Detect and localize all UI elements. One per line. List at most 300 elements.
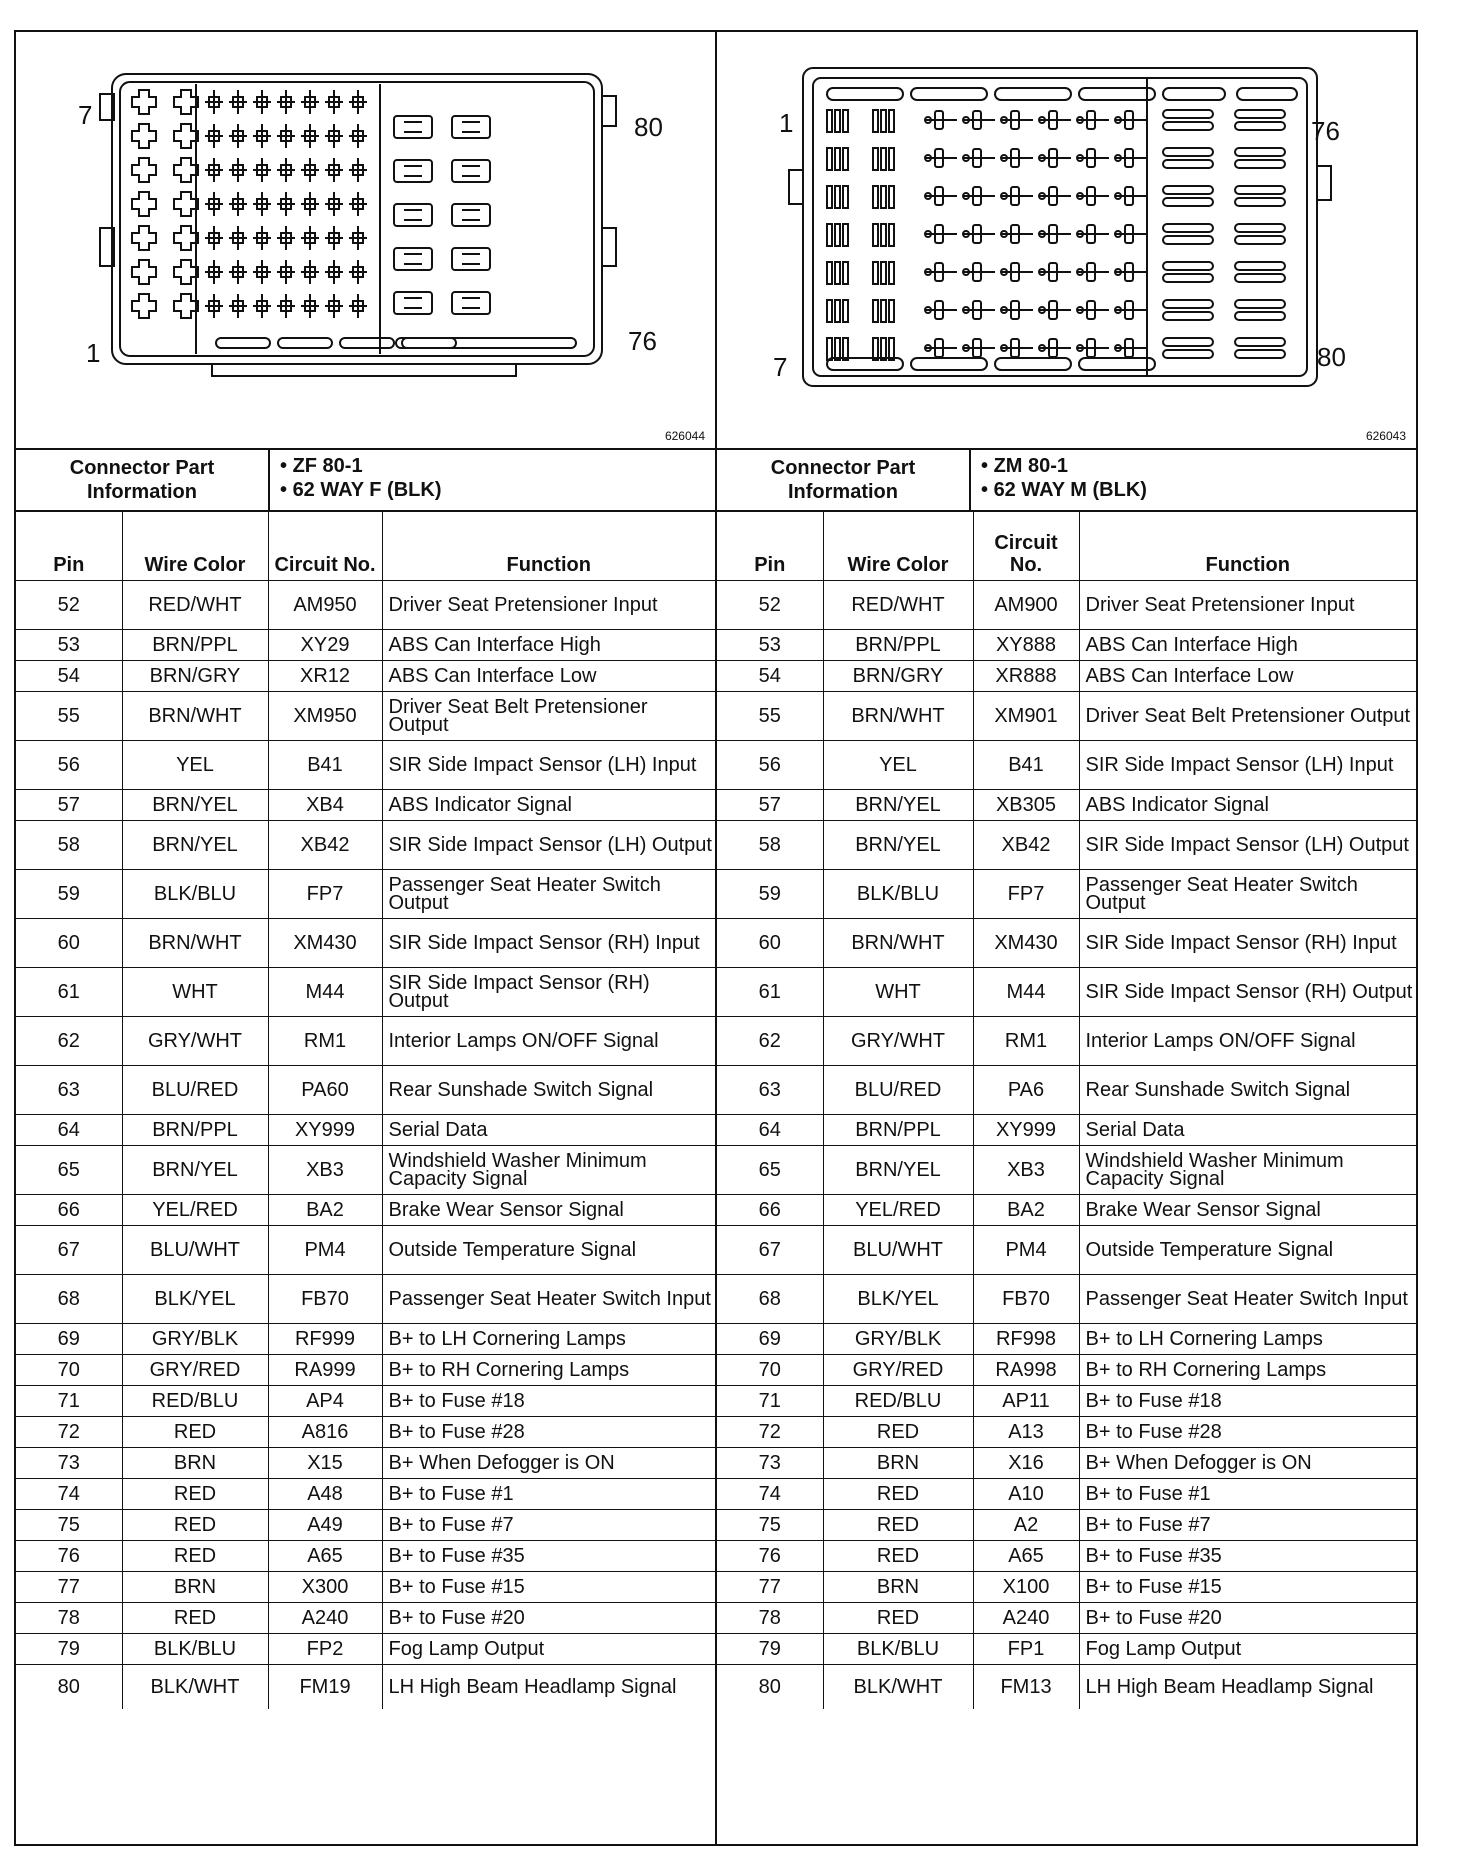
function-cell: B+ When Defogger is ON bbox=[382, 1448, 715, 1479]
table-row bbox=[717, 1665, 1416, 1710]
wire-color-cell: WHT bbox=[122, 968, 268, 1017]
table-row bbox=[16, 1355, 715, 1386]
latch-tab bbox=[789, 170, 803, 204]
table-row bbox=[16, 741, 715, 790]
connector-info-values bbox=[270, 450, 715, 510]
function-cell: Outside Temperature Signal bbox=[1079, 1226, 1416, 1275]
pin-cell: 54 bbox=[717, 661, 823, 692]
table-row bbox=[717, 1226, 1416, 1275]
function-cell: B+ to Fuse #28 bbox=[382, 1417, 715, 1448]
table-row bbox=[16, 870, 715, 919]
blade-terminal bbox=[1235, 236, 1285, 244]
blade-terminal bbox=[1163, 224, 1213, 232]
pin-cell: 78 bbox=[16, 1603, 122, 1634]
wire-color-cell: BLU/WHT bbox=[122, 1226, 268, 1275]
function-cell: Passenger Seat Heater Switch Output bbox=[382, 870, 715, 919]
circuit-cell: XM430 bbox=[268, 919, 382, 968]
blade-terminal bbox=[1163, 148, 1213, 156]
circuit-cell: XM901 bbox=[973, 692, 1079, 741]
connector-info-label: Connector Part Information bbox=[717, 450, 971, 510]
blade-terminal bbox=[1235, 224, 1285, 232]
circuit-cell: RM1 bbox=[268, 1017, 382, 1066]
blade-pin bbox=[835, 110, 840, 132]
circuit-cell: XY888 bbox=[973, 630, 1079, 661]
circuit-cell: BA2 bbox=[973, 1195, 1079, 1226]
pin-cell: 65 bbox=[717, 1146, 823, 1195]
keyway bbox=[1237, 88, 1297, 100]
col-header-pin: Pin bbox=[717, 512, 823, 581]
circuit-cell: XB3 bbox=[268, 1146, 382, 1195]
pin-cell: 52 bbox=[717, 581, 823, 630]
circuit-cell: RF998 bbox=[973, 1324, 1079, 1355]
wire-color-cell: RED/WHT bbox=[823, 581, 973, 630]
terminal-cavity bbox=[452, 160, 490, 182]
latch-tab bbox=[1317, 166, 1331, 200]
table-row bbox=[16, 919, 715, 968]
table-row bbox=[16, 1275, 715, 1324]
circuit-cell: XB3 bbox=[973, 1146, 1079, 1195]
table-row bbox=[717, 581, 1416, 630]
function-cell: ABS Can Interface Low bbox=[382, 661, 715, 692]
wire-color-cell: BRN bbox=[122, 1448, 268, 1479]
connector-zm-panel bbox=[717, 32, 1416, 1844]
blade-pin bbox=[889, 186, 894, 208]
wire-color-cell: GRY/BLK bbox=[823, 1324, 973, 1355]
circuit-cell: AM900 bbox=[973, 581, 1079, 630]
blade-terminal bbox=[1163, 110, 1213, 118]
terminal-cavity bbox=[452, 248, 490, 270]
blade-pin bbox=[873, 148, 878, 170]
pin-cavity bbox=[325, 260, 343, 284]
pin-cell: 77 bbox=[16, 1572, 122, 1603]
circuit-cell: AM950 bbox=[268, 581, 382, 630]
pin-cell: 58 bbox=[16, 821, 122, 870]
blade-terminal bbox=[1163, 160, 1213, 168]
pin-cavity bbox=[277, 124, 295, 148]
function-cell: Rear Sunshade Switch Signal bbox=[1079, 1066, 1416, 1115]
male-connector-drawing bbox=[717, 32, 1417, 450]
pin-cell: 64 bbox=[16, 1115, 122, 1146]
function-cell: Fog Lamp Output bbox=[382, 1634, 715, 1665]
blade-pin bbox=[889, 338, 894, 360]
pin-cell: 70 bbox=[717, 1355, 823, 1386]
function-cell: Driver Seat Pretensioner Input bbox=[382, 581, 715, 630]
figure-id: 626044 bbox=[664, 429, 705, 443]
wire-color-cell: BLU/WHT bbox=[823, 1226, 973, 1275]
cavity bbox=[174, 124, 198, 148]
blade-terminal bbox=[1163, 338, 1213, 346]
table-row bbox=[717, 692, 1416, 741]
pin-cell: 55 bbox=[717, 692, 823, 741]
circuit-cell: XR12 bbox=[268, 661, 382, 692]
pin-cavity bbox=[253, 192, 271, 216]
circuit-cell: FP2 bbox=[268, 1634, 382, 1665]
table-row bbox=[16, 1665, 715, 1710]
keyway bbox=[827, 88, 903, 100]
blade-terminal bbox=[1163, 122, 1213, 130]
blade-terminal bbox=[1235, 262, 1285, 270]
function-cell: B+ to Fuse #15 bbox=[382, 1572, 715, 1603]
function-cell: B+ to Fuse #28 bbox=[1079, 1417, 1416, 1448]
wire-color-cell: BLK/BLU bbox=[122, 1634, 268, 1665]
cavity bbox=[174, 294, 198, 318]
pin-cell: 62 bbox=[16, 1017, 122, 1066]
table-row bbox=[717, 1510, 1416, 1541]
pin-cavity bbox=[277, 260, 295, 284]
pin-cavity bbox=[349, 90, 367, 114]
circuit-cell: XR888 bbox=[973, 661, 1079, 692]
wire-color-cell: BLK/YEL bbox=[122, 1275, 268, 1324]
pin-cavity bbox=[205, 158, 223, 182]
wire-color-cell: BRN/YEL bbox=[823, 821, 973, 870]
wire-color-cell: BRN/YEL bbox=[122, 790, 268, 821]
terminal-cavity bbox=[452, 116, 490, 138]
circuit-cell: A240 bbox=[973, 1603, 1079, 1634]
circuit-cell: A49 bbox=[268, 1510, 382, 1541]
blade-pin bbox=[835, 300, 840, 322]
wire-color-cell: RED bbox=[122, 1603, 268, 1634]
table-row bbox=[717, 1275, 1416, 1324]
pin-cavity bbox=[229, 90, 247, 114]
cavity bbox=[174, 260, 198, 284]
circuit-cell: XY999 bbox=[973, 1115, 1079, 1146]
pin-cavity bbox=[349, 294, 367, 318]
table-row bbox=[717, 1386, 1416, 1417]
terminal-cavity bbox=[452, 204, 490, 226]
pin-cell: 59 bbox=[717, 870, 823, 919]
blade-pin bbox=[881, 300, 886, 322]
pin-cavity bbox=[253, 158, 271, 182]
circuit-cell: B41 bbox=[973, 741, 1079, 790]
function-cell: Driver Seat Belt Pretensioner Output bbox=[1079, 692, 1416, 741]
blade-pin bbox=[881, 338, 886, 360]
wire-color-cell: GRY/RED bbox=[122, 1355, 268, 1386]
circuit-cell: A65 bbox=[973, 1541, 1079, 1572]
connector-face-figure-female bbox=[16, 32, 715, 450]
function-cell: B+ to Fuse #35 bbox=[382, 1541, 715, 1572]
blade-terminal bbox=[1163, 236, 1213, 244]
wire-color-cell: YEL/RED bbox=[823, 1195, 973, 1226]
function-cell: B+ to Fuse #1 bbox=[1079, 1479, 1416, 1510]
connector-sheet bbox=[14, 30, 1418, 1846]
wire-color-cell: BLK/WHT bbox=[823, 1665, 973, 1710]
wire-color-cell: BRN bbox=[122, 1572, 268, 1603]
blade-pin bbox=[843, 224, 848, 246]
connector-base bbox=[212, 364, 516, 376]
table-row bbox=[16, 661, 715, 692]
circuit-cell: PA6 bbox=[973, 1066, 1079, 1115]
pin-cell: 52 bbox=[16, 581, 122, 630]
function-cell: B+ to LH Cornering Lamps bbox=[382, 1324, 715, 1355]
pin-cavity bbox=[229, 294, 247, 318]
pin-cell: 63 bbox=[16, 1066, 122, 1115]
blade-terminal bbox=[1235, 350, 1285, 358]
blade-pin bbox=[827, 224, 832, 246]
function-cell: Interior Lamps ON/OFF Signal bbox=[382, 1017, 715, 1066]
table-row bbox=[717, 1146, 1416, 1195]
blade-pin bbox=[889, 148, 894, 170]
blade-pin bbox=[843, 148, 848, 170]
circuit-cell: FP7 bbox=[973, 870, 1079, 919]
function-cell: Passenger Seat Heater Switch Output bbox=[1079, 870, 1416, 919]
blade-terminal bbox=[1163, 274, 1213, 282]
pin-label-7: 7 bbox=[78, 100, 93, 130]
connector-face-figure-male bbox=[717, 32, 1416, 450]
wire-color-cell: RED/BLU bbox=[823, 1386, 973, 1417]
table-row bbox=[717, 968, 1416, 1017]
blade-pin bbox=[827, 262, 832, 284]
wire-color-cell: BLK/BLU bbox=[823, 870, 973, 919]
pin-label-7: 7 bbox=[773, 352, 788, 382]
circuit-cell: PA60 bbox=[268, 1066, 382, 1115]
blade-pin bbox=[881, 110, 886, 132]
function-cell: B+ to LH Cornering Lamps bbox=[1079, 1324, 1416, 1355]
pin-cell: 75 bbox=[717, 1510, 823, 1541]
table-row bbox=[717, 630, 1416, 661]
col-header-circuit: Circuit No. bbox=[973, 512, 1079, 581]
pin-cavity bbox=[205, 90, 223, 114]
blade-terminal bbox=[1163, 300, 1213, 308]
pin-cell: 56 bbox=[717, 741, 823, 790]
circuit-cell: A65 bbox=[268, 1541, 382, 1572]
pin-cavity bbox=[301, 124, 319, 148]
pin-cavity bbox=[301, 260, 319, 284]
blade-pin bbox=[835, 338, 840, 360]
function-cell: B+ to Fuse #20 bbox=[1079, 1603, 1416, 1634]
pin-cell: 57 bbox=[16, 790, 122, 821]
table-row bbox=[16, 1017, 715, 1066]
table-row bbox=[717, 821, 1416, 870]
wire-color-cell: BRN/WHT bbox=[122, 692, 268, 741]
blade-terminal bbox=[1235, 148, 1285, 156]
pin-label-76: 76 bbox=[628, 326, 657, 356]
blade-pin bbox=[889, 110, 894, 132]
table-row bbox=[717, 741, 1416, 790]
circuit-cell: PM4 bbox=[973, 1226, 1079, 1275]
table-row bbox=[16, 1510, 715, 1541]
col-header-pin: Pin bbox=[16, 512, 122, 581]
table-row bbox=[717, 870, 1416, 919]
function-cell: B+ to Fuse #1 bbox=[382, 1479, 715, 1510]
wire-color-cell: BRN/PPL bbox=[823, 1115, 973, 1146]
pin-label-80: 80 bbox=[1317, 342, 1346, 372]
circuit-cell: X300 bbox=[268, 1572, 382, 1603]
keyway bbox=[216, 338, 270, 348]
pin-cell: 72 bbox=[717, 1417, 823, 1448]
circuit-cell: FM13 bbox=[973, 1665, 1079, 1710]
table-row bbox=[717, 1355, 1416, 1386]
blade-terminal bbox=[1235, 312, 1285, 320]
function-cell: Driver Seat Pretensioner Input bbox=[1079, 581, 1416, 630]
connector-type: • 62 WAY F (BLK) bbox=[280, 478, 705, 502]
wire-color-cell: BRN/YEL bbox=[122, 821, 268, 870]
pin-cavity bbox=[229, 158, 247, 182]
wire-color-cell: RED bbox=[823, 1603, 973, 1634]
blade-pin bbox=[881, 186, 886, 208]
pin-cell: 70 bbox=[16, 1355, 122, 1386]
cavity bbox=[132, 294, 156, 318]
terminal-cavity bbox=[394, 204, 432, 226]
pin-cell: 58 bbox=[717, 821, 823, 870]
wire-color-cell: BRN/PPL bbox=[122, 630, 268, 661]
function-cell: Fog Lamp Output bbox=[1079, 1634, 1416, 1665]
wire-color-cell: RED bbox=[823, 1417, 973, 1448]
col-header-function: Function bbox=[1079, 512, 1416, 581]
table-row bbox=[717, 1448, 1416, 1479]
pin-cavity bbox=[253, 294, 271, 318]
table-row bbox=[717, 1541, 1416, 1572]
pin-cell: 69 bbox=[717, 1324, 823, 1355]
blade-pin bbox=[835, 262, 840, 284]
wire-color-cell: GRY/RED bbox=[823, 1355, 973, 1386]
wire-color-cell: GRY/WHT bbox=[823, 1017, 973, 1066]
blade-pin bbox=[835, 148, 840, 170]
col-header-wire-color: Wire Color bbox=[823, 512, 973, 581]
pin-cavity bbox=[277, 158, 295, 182]
keyway bbox=[402, 338, 456, 348]
pin-cell: 66 bbox=[16, 1195, 122, 1226]
pin-cell: 76 bbox=[717, 1541, 823, 1572]
blade-pin bbox=[827, 186, 832, 208]
circuit-cell: FB70 bbox=[268, 1275, 382, 1324]
wire-color-cell: RED bbox=[122, 1510, 268, 1541]
pin-cavity bbox=[229, 192, 247, 216]
blade-terminal bbox=[1235, 338, 1285, 346]
pin-cell: 76 bbox=[16, 1541, 122, 1572]
pin-cell: 72 bbox=[16, 1417, 122, 1448]
table-row bbox=[16, 821, 715, 870]
circuit-cell: FP7 bbox=[268, 870, 382, 919]
pin-cell: 69 bbox=[16, 1324, 122, 1355]
blade-terminal bbox=[1235, 122, 1285, 130]
keyway bbox=[396, 338, 576, 348]
wire-color-cell: RED bbox=[823, 1510, 973, 1541]
cavity bbox=[174, 226, 198, 250]
circuit-cell: AP11 bbox=[973, 1386, 1079, 1417]
function-cell: SIR Side Impact Sensor (RH) Output bbox=[382, 968, 715, 1017]
pin-cavity bbox=[253, 260, 271, 284]
function-cell: B+ to RH Cornering Lamps bbox=[1079, 1355, 1416, 1386]
circuit-cell: XY999 bbox=[268, 1115, 382, 1146]
function-cell: ABS Can Interface Low bbox=[1079, 661, 1416, 692]
function-cell: Passenger Seat Heater Switch Input bbox=[382, 1275, 715, 1324]
terminal-cavity bbox=[452, 292, 490, 314]
wire-color-cell: BLU/RED bbox=[122, 1066, 268, 1115]
pin-cell: 77 bbox=[717, 1572, 823, 1603]
circuit-cell: FM19 bbox=[268, 1665, 382, 1710]
function-cell: Interior Lamps ON/OFF Signal bbox=[1079, 1017, 1416, 1066]
blade-terminal bbox=[1235, 274, 1285, 282]
cavity bbox=[132, 124, 156, 148]
wire-color-cell: BRN/YEL bbox=[122, 1146, 268, 1195]
circuit-cell: A2 bbox=[973, 1510, 1079, 1541]
blade-pin bbox=[835, 224, 840, 246]
table-row bbox=[16, 790, 715, 821]
table-row bbox=[717, 1479, 1416, 1510]
blade-pin bbox=[873, 224, 878, 246]
function-cell: B+ to Fuse #18 bbox=[1079, 1386, 1416, 1417]
col-header-wire-color: Wire Color bbox=[122, 512, 268, 581]
function-cell: SIR Side Impact Sensor (LH) Output bbox=[1079, 821, 1416, 870]
pin-cavity bbox=[349, 226, 367, 250]
blade-terminal bbox=[1235, 160, 1285, 168]
connector-info-values bbox=[971, 450, 1416, 510]
table-row bbox=[16, 1115, 715, 1146]
function-cell: SIR Side Impact Sensor (RH) Input bbox=[382, 919, 715, 968]
circuit-cell: X15 bbox=[268, 1448, 382, 1479]
function-cell: B+ to Fuse #18 bbox=[382, 1386, 715, 1417]
circuit-cell: B41 bbox=[268, 741, 382, 790]
function-cell: ABS Indicator Signal bbox=[1079, 790, 1416, 821]
pin-cell: 64 bbox=[717, 1115, 823, 1146]
table-row bbox=[16, 630, 715, 661]
latch-tab bbox=[602, 228, 616, 266]
function-cell: ABS Can Interface High bbox=[1079, 630, 1416, 661]
cavity bbox=[174, 90, 198, 114]
table-row bbox=[16, 1634, 715, 1665]
figure-id: 626043 bbox=[1365, 429, 1406, 443]
wire-color-cell: RED/WHT bbox=[122, 581, 268, 630]
pin-cell: 79 bbox=[717, 1634, 823, 1665]
col-header-circuit: Circuit No. bbox=[268, 512, 382, 581]
cavity bbox=[132, 260, 156, 284]
table-row bbox=[16, 1146, 715, 1195]
table-row bbox=[16, 692, 715, 741]
function-cell: ABS Indicator Signal bbox=[382, 790, 715, 821]
wire-color-cell: GRY/WHT bbox=[122, 1017, 268, 1066]
blade-terminal bbox=[1235, 110, 1285, 118]
pinout-table bbox=[717, 512, 1416, 1709]
pin-label-80: 80 bbox=[634, 112, 663, 142]
keyway bbox=[1079, 88, 1155, 100]
table-row bbox=[717, 919, 1416, 968]
pin-cell: 57 bbox=[717, 790, 823, 821]
function-cell: Windshield Washer Minimum Capacity Signal bbox=[1079, 1146, 1416, 1195]
pin-cell: 60 bbox=[16, 919, 122, 968]
circuit-cell: BA2 bbox=[268, 1195, 382, 1226]
circuit-cell: RA998 bbox=[973, 1355, 1079, 1386]
female-connector-drawing bbox=[16, 32, 716, 450]
latch-tab bbox=[602, 96, 616, 126]
table-row bbox=[717, 661, 1416, 692]
pin-cell: 80 bbox=[717, 1665, 823, 1710]
blade-terminal bbox=[1163, 198, 1213, 206]
function-cell: Brake Wear Sensor Signal bbox=[1079, 1195, 1416, 1226]
wire-color-cell: RED bbox=[823, 1541, 973, 1572]
connector-housing bbox=[112, 74, 602, 364]
pin-cell: 61 bbox=[717, 968, 823, 1017]
terminal-cavity bbox=[394, 160, 432, 182]
table-row bbox=[16, 1417, 715, 1448]
function-cell: Windshield Washer Minimum Capacity Signal bbox=[382, 1146, 715, 1195]
circuit-cell: XB305 bbox=[973, 790, 1079, 821]
table-row bbox=[16, 968, 715, 1017]
pin-cavity bbox=[301, 192, 319, 216]
pin-cell: 59 bbox=[16, 870, 122, 919]
circuit-cell: PM4 bbox=[268, 1226, 382, 1275]
blade-terminal bbox=[1235, 186, 1285, 194]
wire-color-cell: BLK/BLU bbox=[122, 870, 268, 919]
blade-pin bbox=[835, 186, 840, 208]
pin-cell: 68 bbox=[717, 1275, 823, 1324]
blade-pin bbox=[873, 110, 878, 132]
table-row bbox=[16, 1226, 715, 1275]
table-row bbox=[16, 1541, 715, 1572]
function-cell: B+ to Fuse #15 bbox=[1079, 1572, 1416, 1603]
table-row bbox=[16, 1479, 715, 1510]
blade-pin bbox=[889, 224, 894, 246]
blade-pin bbox=[843, 186, 848, 208]
